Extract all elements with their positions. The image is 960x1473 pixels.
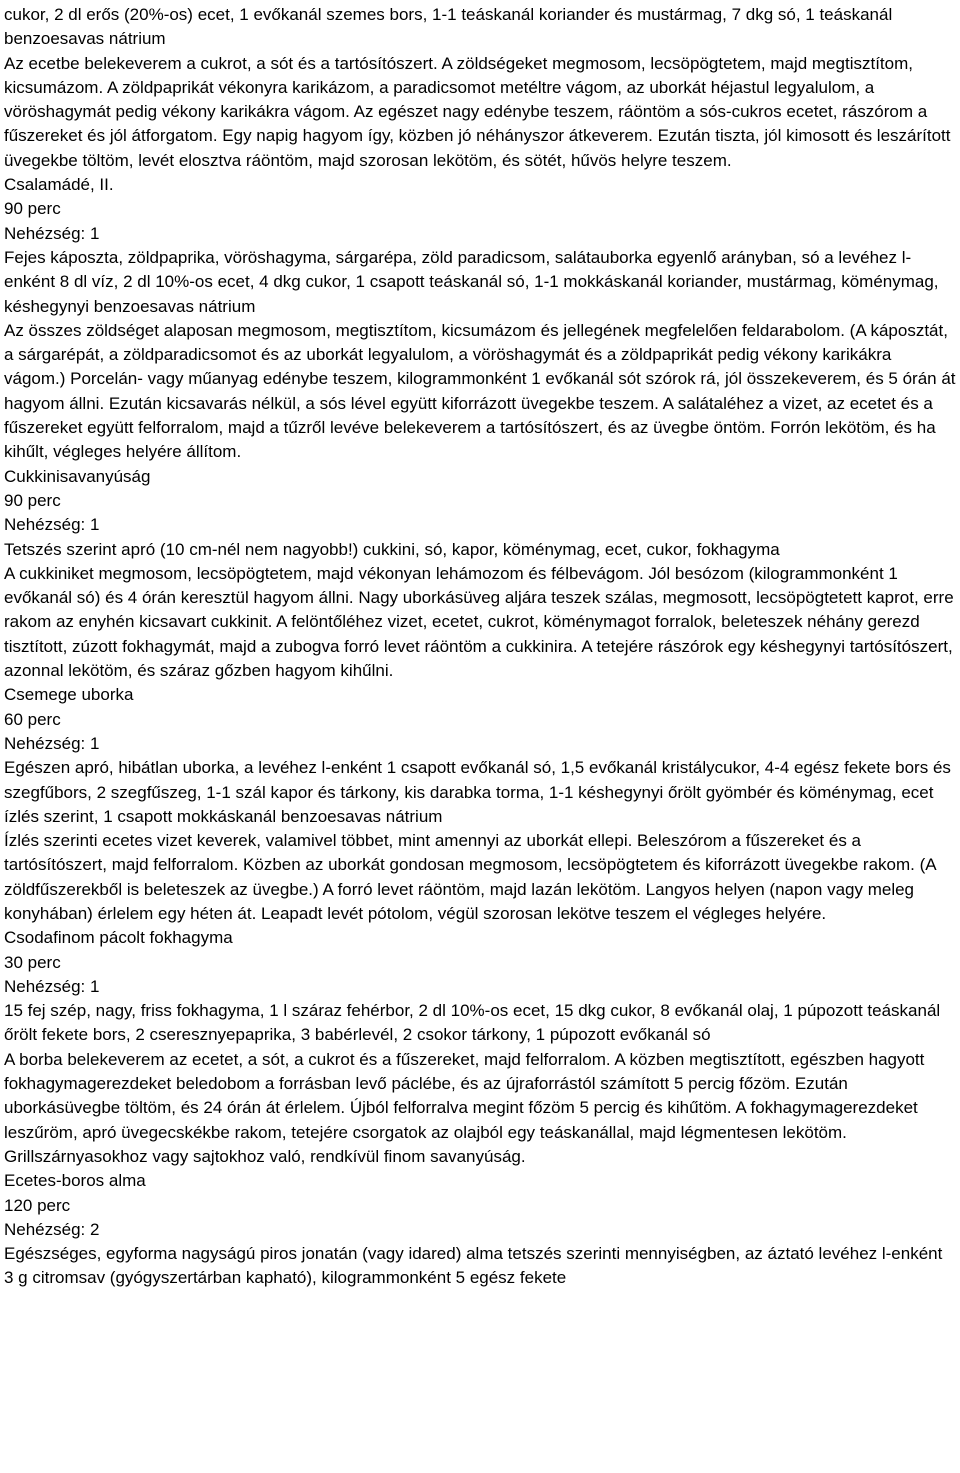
recipe-time: 60 perc <box>4 709 61 729</box>
recipe-time: 30 perc <box>4 952 61 972</box>
recipe-title: Csemege uborka <box>4 685 134 705</box>
recipe <box>4 683 956 926</box>
recipe-method: A cukkiniket megmosom, lecsöpögtetem, majd vékonyan lehámozom és félbevágom. Jól besózom (kilogrammonként 1 evőkanál só) és 4 órán keresztül hagyom állni. Nagy uborkásüveg aljára teszek szálas, megmosott, lecsöpögtetett kaprot, erre rakom az enyhén kicsavart cukkinit. A felöntőléhez vizet, ecetet, cukrot, köménymagot forralok, beleteszek néhány gerezd tisztított, zúzott fokhagymát, majd a zubogva forró levet ráöntöm a cukkinira. A tetejére rászórok egy késhegynyi tartósítószert, azonnal lekötöm, és száraz gőzben hagyom kihűlni. <box>4 563 954 681</box>
recipe-time: 90 perc <box>4 490 61 510</box>
recipe-title: Csodafinom pácolt fokhagyma <box>4 928 233 948</box>
recipe <box>4 465 956 684</box>
recipe-difficulty: Nehézség: 1 <box>4 733 100 753</box>
intro-section <box>4 3 956 173</box>
intro-ingredients: cukor, 2 dl erős (20%-os) ecet, 1 evőkanál szemes bors, 1-1 teáskanál koriander és mustármag, 7 dkg só, 1 teáskanál benzoesavas nátrium <box>4 5 893 49</box>
recipe-difficulty: Nehézség: 1 <box>4 515 100 535</box>
recipe-method: A borba belekeverem az ecetet, a sót, a cukrot és a fűszereket, majd felforralom. A közben megtisztított, egészben hagyott fokhagymagerezdeket beledobom a forrásban levő páclébe, és az újraforrástól számított 5 percig főzöm. Ezután uborkásüvegbe töltöm, és 24 órán át érlelem. Újból felforralva megint főzöm 5 percig és kihűtöm. A fokhagymagerezdeket leszűröm, apró üvegecskékbe rakom, tetejére csorgatok az olajból egy teáskanállal, majd légmentesen lekötöm. Grillszárnyasokhoz vagy sajtokhoz való, rendkívül finom savanyúság. <box>4 1049 925 1166</box>
recipe <box>4 173 956 465</box>
intro-method: Az ecetbe belekeverem a cukrot, a sót és a tartósítószert. A zöldségeket megmosom, lecsöpögtetem, majd megtisztítom, kicsumázom. A zöldpaprikát vékonyra karikázom, a paradicsomot metéltre vágom, az uborkát héjastul legyalulom, a vöröshagymát pedig vékony karikákra vágom. Az egészet nagy edénybe teszem, ráöntöm a sós-cukros ecetet, rászórom a fűszereket és jól átforgatom. Egy napig hagyom így, közben jó néhányszor átkeverem. Ezután tiszta, jól kimosott és leszárított üvegekbe töltöm, levét elosztva ráöntöm, majd szorosan lekötöm, és sötét, hűvös helyre teszem. <box>4 53 951 170</box>
recipe-difficulty: Nehézség: 1 <box>4 976 100 996</box>
recipe-difficulty: Nehézség: 2 <box>4 1219 100 1239</box>
recipe <box>4 1169 956 1290</box>
recipe-ingredients: 15 fej szép, nagy, friss fokhagyma, 1 l száraz fehérbor, 2 dl 10%-os ecet, 15 dkg cukor, 8 evőkanál olaj, 1 púpozott teáskanál őrölt fekete bors, 2 cseresznyepaprika, 3 babérlevél, 2 csokor tárkony, 1 púpozott evőkanál só <box>4 1001 941 1045</box>
recipe-time: 90 perc <box>4 199 61 219</box>
recipe-time: 120 perc <box>4 1195 71 1215</box>
recipe-ingredients: Egészen apró, hibátlan uborka, a levéhez l-enként 1 csapott evőkanál só, 1,5 evőkanál kristálycukor, 4-4 egész fekete bors és szegfűbors, 2 szegfűszeg, 1-1 szál kapor és tárkony, kis darabka torma, 1-1 késhegynyi őrölt gyömbér és köménymag, ecet ízlés szerint, 1 csapott mokkáskanál benzoesavas nátrium <box>4 758 951 826</box>
recipe-title: Csalamádé, II. <box>4 175 114 195</box>
recipe-method: Az összes zöldséget alaposan megmosom, megtisztítom, kicsumázom és jellegének megfelelően feldarabolom. (A káposztát, a sárgarépát, a zöldparadicsomot és az uborkát legyalulom, a vöröshagymát és a zöldpaprikát pedig vékony karikákra vágom.) Porcelán- vagy műanyag edénybe teszem, kilogrammonként 1 evőkanál sót szórok rá, jól összekeverem, és 5 órán át hagyom állni. Ezután kicsavarás nélkül, a sós lével együtt kiforrázott üvegekbe teszem. A salátaléhez a vizet, az ecetet és a fűszereket együtt felforralom, majd a tűzről levéve belekeverem a tartósítószert, és az üvegbe öntöm. Forrón lekötöm, és ha kihűlt, végleges helyére állítom. <box>4 320 956 462</box>
recipe-ingredients: Tetszés szerint apró (10 cm-nél nem nagyobb!) cukkini, só, kapor, köménymag, ecet, cukor, fokhagyma <box>4 539 780 559</box>
recipe-difficulty: Nehézség: 1 <box>4 223 100 243</box>
recipe-title: Cukkinisavanyúság <box>4 466 151 486</box>
recipe-ingredients: Fejes káposzta, zöldpaprika, vöröshagyma, sárgarépa, zöld paradicsom, salátauborka egyenlő arányban, só a levéhez l-enként 8 dl víz, 2 dl 10%-os ecet, 4 dkg cukor, 1 csapott teáskanál só, 1-1 mokkáskanál koriander, mustármag, köménymag, késhegynyi benzoesavas nátrium <box>4 247 939 316</box>
recipe-ingredients: Egészséges, egyforma nagyságú piros jonatán (vagy idared) alma tetszés szerinti mennyiségben, az áztató levéhez l-enként 3 g citromsav (gyógyszertárban kapható), kilogrammonként 5 egész fekete <box>4 1244 943 1288</box>
recipe <box>4 926 956 1169</box>
recipe-title: Ecetes-boros alma <box>4 1171 146 1191</box>
recipe-method: Ízlés szerinti ecetes vizet keverek, valamivel többet, mint amennyi az uborkát ellepi. Beleszórom a fűszereket és a tartósítószert, majd felforralom. Közben az uborkát gondosan megmosom, lecsöpögtetem és kiforrázott üvegekbe rakom. (A zöldfűszerekből is beleteszek az üvegbe.) A forró levet ráöntöm, majd lazán lekötöm. Langyos helyen (napon vagy meleg konyhában) érlelem egy héten át. Leapadt levét pótolom, végül szorosan lekötve teszem el végleges helyére. <box>4 831 936 923</box>
